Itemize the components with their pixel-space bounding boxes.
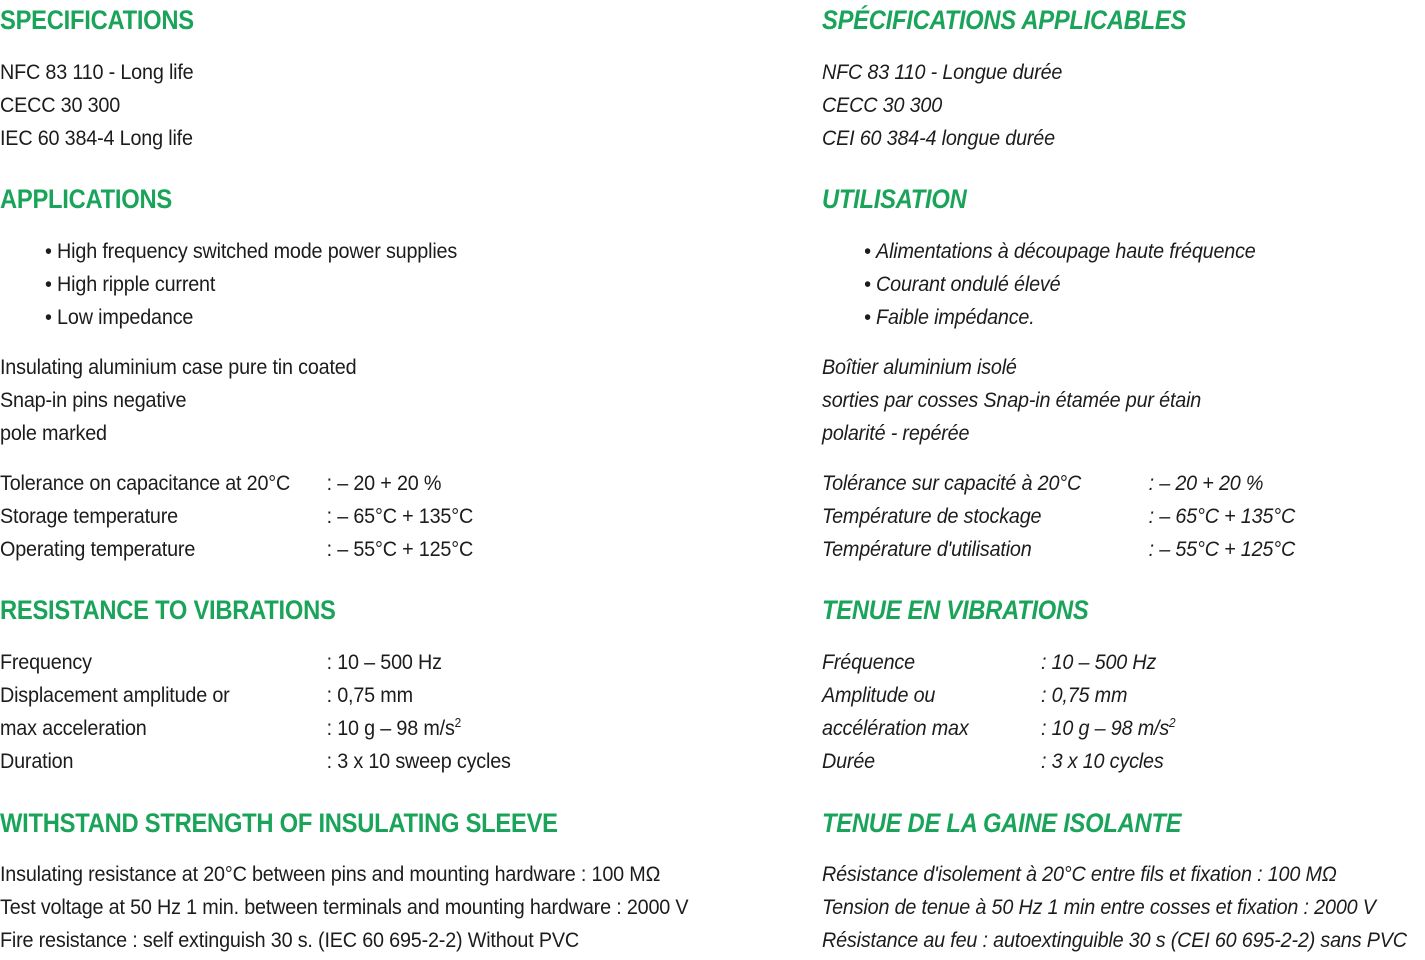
spec-line: NFC 83 110 - Long life (0, 60, 194, 84)
vibration-label: Amplitude ou (822, 683, 936, 707)
vibration-row (822, 712, 1176, 745)
spec-line: CECC 30 300 (822, 93, 943, 117)
vibration-row (0, 679, 413, 712)
vibration-value (1041, 712, 1176, 745)
vibrations-heading: RESISTANCE TO VIBRATIONS (0, 595, 336, 625)
vibration-value: : 0,75 mm (1040, 683, 1128, 707)
application-item: • Low impedance (45, 301, 193, 334)
rating-row (0, 467, 442, 500)
vibration-value-text: : 10 g – 98 m/s (1040, 716, 1170, 740)
spec-line: NFC 83 110 - Longue durée (822, 60, 1063, 84)
application-item: • High ripple current (45, 268, 215, 301)
vibration-row (0, 712, 462, 745)
rating-row (822, 500, 1296, 533)
spec-line: CECC 30 300 (0, 93, 121, 117)
sleeve-heading: WITHSTAND STRENGTH OF INSULATING SLEEVE (0, 808, 558, 838)
rating-label: Température d'utilisation (822, 537, 1032, 561)
vibration-label: Duration (0, 749, 74, 773)
rating-row (822, 467, 1264, 500)
application-item: • Courant ondulé élevé (864, 268, 1060, 301)
application-item: • High frequency switched mode power supplies (45, 235, 457, 268)
vibration-value-text: : 10 g – 98 m/s (326, 716, 455, 740)
vibration-row (822, 679, 1128, 712)
specifications-heading: SPECIFICATIONS (0, 5, 194, 35)
vibration-value: : 3 x 10 cycles (1040, 749, 1164, 773)
superscript: 2 (454, 714, 462, 730)
vibration-label: max acceleration (0, 716, 147, 740)
application-item: • Alimentations à découpage haute fréquence (864, 235, 1256, 268)
sleeve-heading: TENUE DE LA GAINE ISOLANTE (822, 808, 1182, 838)
sleeve-line: Fire resistance : self extinguish 30 s. (IEC 60 695-2-2) Without PVC (0, 928, 579, 952)
sleeve-line: Résistance au feu : autoextinguible 30 s (CEI 60 695-2-2) sans PVC (822, 928, 1407, 952)
sleeve-line: Résistance d'isolement à 20°C entre fils et fixation : 100 MΩ (822, 862, 1337, 886)
construction-line: Insulating aluminium case pure tin coated (0, 355, 357, 379)
rating-label: Température de stockage (822, 504, 1042, 528)
rating-value: : – 20 + 20 % (1148, 471, 1264, 495)
rating-label: Tolérance sur capacité à 20°C (822, 471, 1082, 495)
construction-line: sorties par cosses Snap-in étamée pur étain (822, 388, 1202, 412)
rating-value: : – 65°C + 135°C (1148, 504, 1296, 528)
construction-line: Boîtier aluminium isolé (822, 355, 1017, 379)
rating-row (822, 533, 1296, 566)
rating-row (0, 533, 474, 566)
vibration-label: accélération max (822, 716, 969, 740)
spec-line: CEI 60 384-4 longue durée (822, 126, 1055, 150)
rating-label: Operating temperature (0, 537, 196, 561)
vibration-label: Displacement amplitude or (0, 683, 230, 707)
rating-label: Storage temperature (0, 504, 178, 528)
vibration-row (0, 646, 442, 679)
vibration-label: Durée (822, 749, 875, 773)
applications-heading: APPLICATIONS (0, 184, 172, 214)
vibration-value: : 0,75 mm (326, 683, 413, 707)
sleeve-line: Insulating resistance at 20°C between pins and mounting hardware : 100 MΩ (0, 862, 661, 886)
vibration-value (327, 712, 462, 745)
construction-line: polarité - repérée (822, 421, 970, 445)
rating-value: : – 65°C + 135°C (326, 504, 474, 528)
rating-value: : – 55°C + 125°C (1148, 537, 1296, 561)
rating-row (0, 500, 474, 533)
application-item: • Faible impédance. (864, 301, 1035, 334)
vibrations-heading: TENUE EN VIBRATIONS (822, 595, 1089, 625)
construction-line: pole marked (0, 421, 107, 445)
rating-label: Tolerance on capacitance at 20°C (0, 471, 291, 495)
sleeve-line: Tension de tenue à 50 Hz 1 min entre cosses et fixation : 2000 V (822, 895, 1376, 919)
vibration-row (822, 745, 1164, 778)
vibration-label: Frequency (0, 650, 92, 674)
rating-value: : – 20 + 20 % (326, 471, 442, 495)
construction-line: Snap-in pins negative (0, 388, 187, 412)
specifications-heading: SPÉCIFICATIONS APPLICABLES (822, 5, 1187, 35)
vibration-value: : 10 – 500 Hz (1040, 650, 1157, 674)
vibration-label: Fréquence (822, 650, 915, 674)
vibration-row (822, 646, 1157, 679)
vibration-value: : 10 – 500 Hz (326, 650, 442, 674)
superscript: 2 (1169, 714, 1176, 730)
rating-value: : – 55°C + 125°C (326, 537, 474, 561)
applications-heading: UTILISATION (822, 184, 967, 214)
vibration-value: : 3 x 10 sweep cycles (326, 749, 511, 773)
spec-line: IEC 60 384-4 Long life (0, 126, 193, 150)
vibration-row (0, 745, 511, 778)
sleeve-line: Test voltage at 50 Hz 1 min. between terminals and mounting hardware : 2000 V (0, 895, 689, 919)
